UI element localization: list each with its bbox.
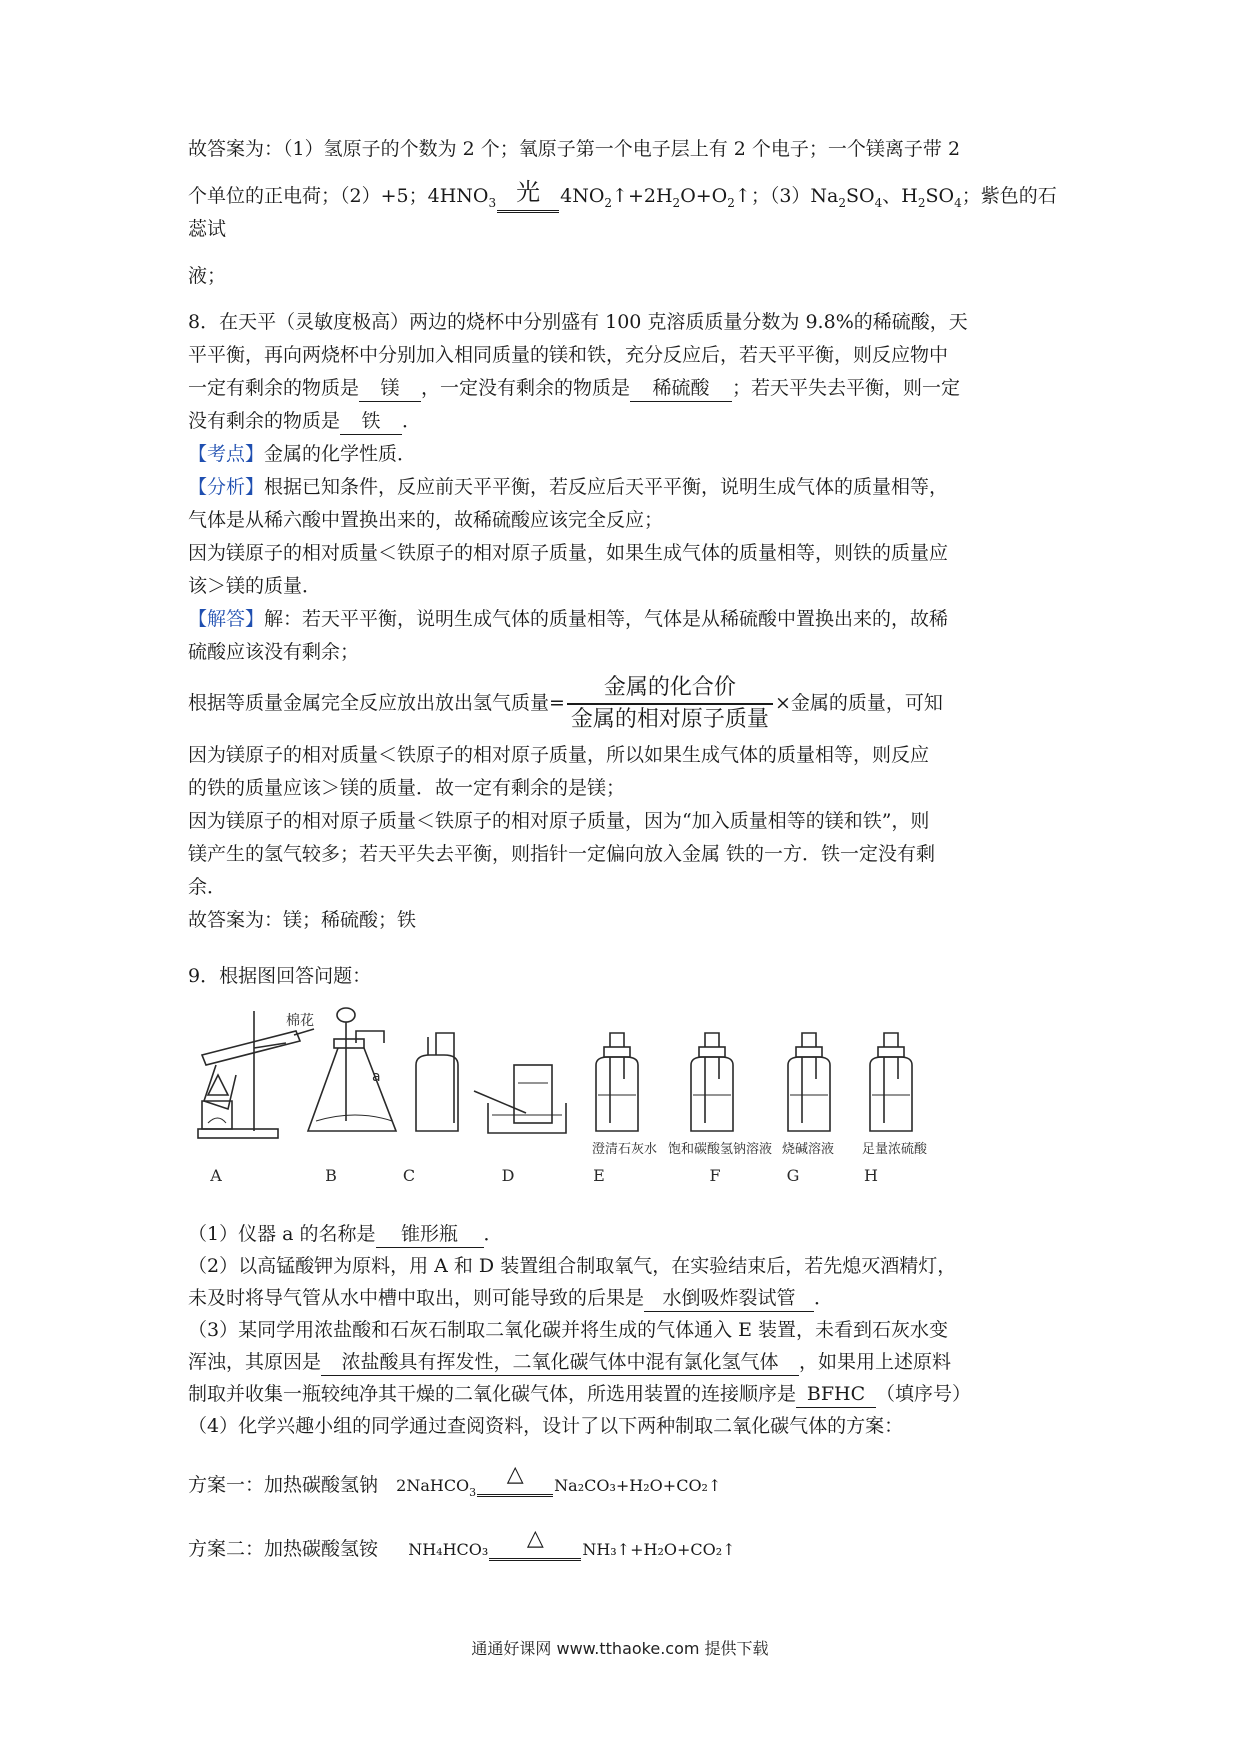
q8-stem-1: 8．在天平（灵敏度极高）两边的烧杯中分别盛有 100 克溶质质量分数为 9.8%的稀硫酸，天 [188, 311, 968, 333]
fraction-formula [567, 673, 773, 735]
q8-kaodian: 【考点】金属的化学性质． [188, 443, 417, 465]
label-B: B [325, 1166, 337, 1185]
apparatus-c [416, 1033, 458, 1131]
caption-f: 饱和碳酸氢钠溶液 [668, 1142, 773, 1157]
q8-jieda-4: 的铁的质量应该＞镁的质量．故一定有剩余的是镁； [188, 777, 626, 799]
q8-answer-2: 稀硫酸 [630, 375, 732, 402]
label-A: A [210, 1166, 222, 1185]
q8-jieda-1: 【解答】解：若天平平衡，说明生成气体的质量相等，气体是从稀硫酸中置换出来的，故稀 [188, 608, 949, 630]
cotton-label: 棉花 [286, 1013, 314, 1029]
q9-part-2-line-2: 未及时将导气管从水中槽中取出，则可能导致的后果是 水倒吸炸裂试管 ． [188, 1282, 1058, 1314]
q9-part-2-line-1: （2）以高锰酸钾为原料，用 A 和 D 装置组合制取氧气，在实验结束后，若先熄灭酒精灯， [188, 1255, 957, 1277]
question-8-block [188, 306, 1058, 937]
caption-h: 足量浓硫酸 [862, 1142, 928, 1157]
answer-7-line-2: 个单位的正电荷；（2）+5；$4HNO_3$ 光 $4NO_2↑+2H_2O+O_2↑$；$(3)Na_2SO_4$、$H_2SO_4$；紫色的石蕊试 [188, 178, 1057, 240]
plan-1-line: 方案一：加热碳酸氢钠 2NaHCO$_3$ △ Na₂CO₃+H₂O+CO₂↑ [188, 1462, 722, 1499]
label-C: C [402, 1166, 416, 1185]
q9-answer-1: 锥形瓶 [376, 1221, 484, 1248]
q8-final-answer: 故答案为：镁；稀硫酸；铁 [188, 909, 417, 931]
fraction-numerator: 金属的化合价 [603, 675, 736, 700]
label-a-flask: a [372, 1069, 381, 1085]
apparatus-a [198, 1011, 314, 1138]
q9-answer-2: 水倒吸炸裂试管 [644, 1285, 814, 1312]
wash-bottles [596, 1033, 912, 1131]
q8-jieda-5: 因为镁原子的相对原子质量＜铁原子的相对原子质量，因为“加入质量相等的镁和铁”，则 [188, 810, 930, 832]
q9-part-4: （4）化学兴趣小组的同学通过查阅资料，设计了以下两种制取二氧化碳气体的方案： [188, 1415, 904, 1437]
q9-parts [188, 1218, 1058, 1442]
jieda-tag: 【解答】 [188, 608, 265, 630]
apparatus-figure [196, 1003, 996, 1193]
kaodian-tag: 【考点】 [188, 443, 265, 465]
light-condition: 光 [497, 180, 559, 213]
answer-7-block [188, 133, 1058, 293]
apparatus-d [474, 1065, 566, 1133]
label-G: G [786, 1166, 800, 1185]
q8-fenxi-2: 气体是从稀六酸中置换出来的，故稀硫酸应该完全反应； [188, 509, 664, 531]
q8-stem-4: 没有剩余的物质是 铁 ． [188, 405, 1058, 438]
q8-jieda-7: 余． [188, 876, 227, 898]
q9-part-3-line-2: 浑浊，其原因是 浓盐酸具有挥发性，二氧化碳气体中混有氯化氢气体 ，如果用上述原料 [188, 1346, 1058, 1378]
label-E: E [593, 1166, 605, 1185]
q8-formula-line: 根据等质量金属完全反应放出放出氢气质量= $\frac{\text{金属的化合价}}{\text{金属的相对原子质量}}$ ×金属的质量，可知 [188, 673, 1058, 735]
answer-7-line-3: 液； [188, 265, 227, 287]
answer-7-line-1: 故答案为：（1）氢原子的个数为 2 个；氧原子第一个电子层上有 2 个电子；一个镁离子带 2 [188, 138, 961, 160]
q8-jieda-3: 因为镁原子的相对质量＜铁原子的相对原子质量，所以如果生成气体的质量相等，则反应 [188, 744, 930, 766]
q8-answer-3: 铁 [340, 408, 402, 435]
q9-part-3-line-3: 制取并收集一瓶较纯净其干燥的二氧化碳气体，所选用装置的连接顺序是 BFHC （填序号） [188, 1378, 1058, 1410]
label-D: D [501, 1166, 515, 1185]
q9-answer-3: 浓盐酸具有挥发性，二氧化碳气体中混有氯化氢气体 [321, 1349, 799, 1376]
q9-stem: 9．根据图回答问题： [188, 965, 372, 987]
q8-fenxi-1: 【分析】根据已知条件，反应前天平平衡，若反应后天平平衡，说明生成气体的质量相等， [188, 476, 949, 498]
caption-g: 烧碱溶液 [782, 1142, 835, 1157]
q8-jieda-6: 镁产生的氢气较多；若天平失去平衡，则指针一定偏向放入金属 铁的一方．铁一定没有剩 [188, 843, 936, 865]
caption-e: 澄清石灰水 [592, 1142, 658, 1157]
label-F: F [709, 1166, 721, 1185]
page-footer: 通通好课网 www.tthaoke.com 提供下载 [471, 1639, 769, 1658]
plan-2-line: 方案二：加热碳酸氢铵 NH₄HCO₃ △ NH₃↑+H₂O+CO₂↑ [188, 1526, 736, 1560]
label-H: H [864, 1166, 878, 1185]
q9-answer-4: BFHC [796, 1381, 876, 1408]
q8-jieda-2: 硫酸应该没有剩余； [188, 641, 360, 663]
q8-answer-1: 镁 [359, 375, 421, 402]
apparatus-b [308, 1008, 396, 1131]
q8-fenxi-3: 因为镁原子的相对质量＜铁原子的相对原子质量，如果生成气体的质量相等，则铁的质量应 [188, 542, 949, 564]
q8-stem-3: 一定有剩余的物质是 镁 ，一定没有剩余的物质是 稀硫酸 ；若天平失去平衡，则一定 [188, 372, 1058, 405]
q9-part-3-line-1: （3）某同学用浓盐酸和石灰石制取二氧化碳并将生成的气体通入 E 装置，未看到石灰水变 [188, 1319, 949, 1341]
fenxi-tag: 【分析】 [188, 476, 265, 498]
q8-stem-2: 平平衡，再向两烧杯中分别加入相同质量的镁和铁，充分反应后，若天平平衡，则反应物中 [188, 344, 949, 366]
heat-condition-1: △ [477, 1468, 553, 1497]
q8-fenxi-4: 该＞镁的质量． [188, 575, 322, 597]
heat-condition-2: △ [489, 1532, 581, 1561]
fraction-denominator: 金属的相对原子质量 [567, 703, 773, 735]
q9-part-1: （1）仪器 a 的名称是 锥形瓶 ． [188, 1218, 1058, 1250]
